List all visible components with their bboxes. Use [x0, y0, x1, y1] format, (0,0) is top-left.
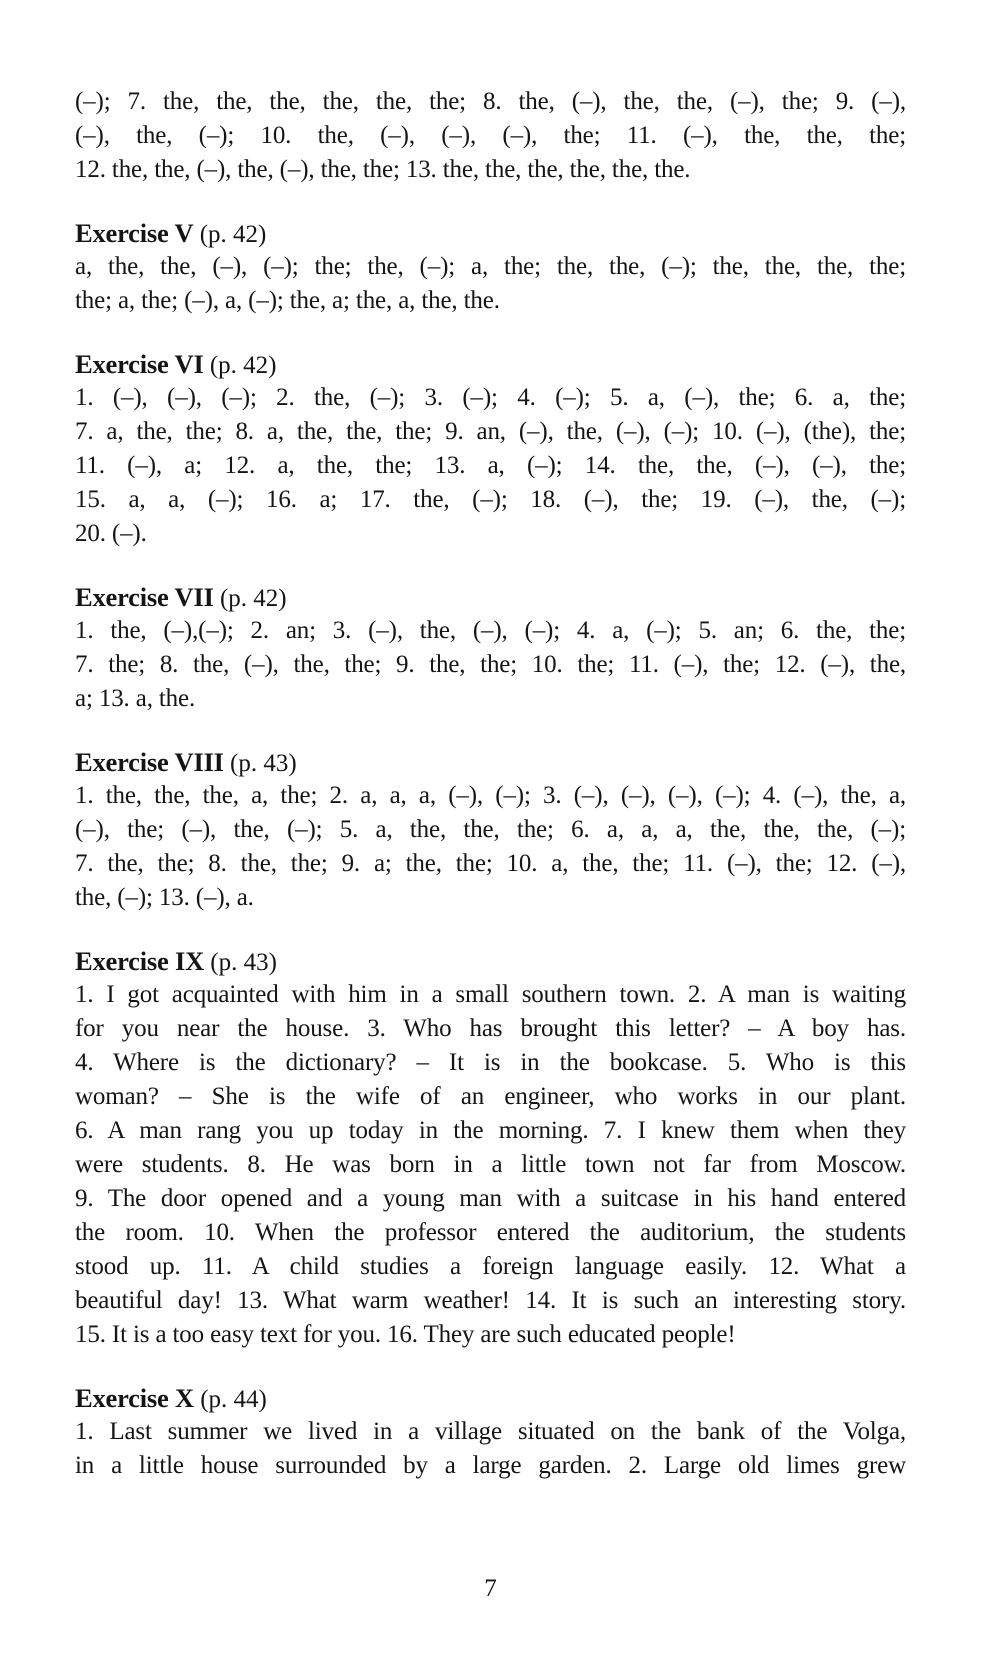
exercise-title: Exercise VIII — [75, 747, 224, 777]
exercise-heading — [75, 1381, 906, 1415]
exercise-page-ref: (p. 43) — [230, 750, 297, 777]
answer-line: for you near the house. 3. Who has brought this letter? – A boy has. — [75, 1015, 906, 1042]
exercise-heading — [75, 944, 906, 978]
answer-line: 6. A man rang you up today in the morning. 7. I knew them when they — [75, 1117, 906, 1144]
exercise-title: Exercise VI — [75, 349, 204, 379]
answer-line: 12. the, the, (–), the, (–), the, the; 13. the, the, the, the, the, the. — [75, 156, 691, 183]
answer-line: 20. (–). — [75, 520, 147, 547]
exercise-title: Exercise X — [75, 1383, 194, 1413]
answer-line: a; 13. a, the. — [75, 685, 196, 712]
answer-key-content — [75, 85, 906, 1483]
exercise-page-ref: (p. 42) — [199, 221, 267, 248]
exercise-page-ref: (p. 42) — [219, 585, 287, 612]
answer-line: a, the, the, (–), (–); the; the, (–); a, the; the, the, (–); the, the, the, the; — [75, 253, 906, 280]
exercise-section — [75, 745, 906, 915]
answer-line: were students. 8. He was born in a little town not far from Moscow. — [75, 1151, 906, 1178]
answer-line: the, (–); 13. (–), a. — [75, 884, 254, 911]
exercise-page-ref: (p. 42) — [209, 352, 277, 379]
answer-line: 9. The door opened and a young man with a suitcase in his hand entered — [75, 1185, 906, 1212]
answer-line: 7. a, the, the; 8. a, the, the, the; 9. an, (–), the, (–), (–); 10. (–), (the), the; — [75, 418, 906, 445]
answer-line: 1. Last summer we lived in a village situated on the bank of the Volga, — [75, 1418, 906, 1445]
exercise-section — [75, 1381, 906, 1483]
exercise-heading — [75, 216, 906, 250]
exercise-title: Exercise VII — [75, 582, 214, 612]
answer-line: 1. the, (–),(–); 2. an; 3. (–), the, (–), (–); 4. a, (–); 5. an; 6. the, the; — [75, 617, 906, 644]
answer-line: 1. (–), (–), (–); 2. the, (–); 3. (–); 4. (–); 5. a, (–), the; 6. a, the; — [75, 384, 906, 411]
answer-line: (–), the, (–); 10. the, (–), (–), (–), the; 11. (–), the, the, the; — [75, 122, 906, 149]
answer-line: 15. a, a, (–); 16. a; 17. the, (–); 18. (–), the; 19. (–), the, (–); — [75, 486, 906, 513]
exercise-section — [75, 347, 906, 551]
exercise-title: Exercise V — [75, 218, 194, 248]
answer-line: stood up. 11. A child studies a foreign language easily. 12. What a — [75, 1253, 906, 1280]
exercise-section — [75, 580, 906, 716]
exercise-section — [75, 216, 906, 318]
answer-line: (–), the; (–), the, (–); 5. a, the, the, the; 6. a, a, a, the, the, the, (–); — [75, 816, 906, 843]
answer-line: the; a, the; (–), a, (–); the, a; the, a, the, the. — [75, 287, 500, 314]
answer-line: 1. the, the, the, a, the; 2. a, a, a, (–), (–); 3. (–), (–), (–), (–); 4. (–), the, a, — [75, 782, 906, 809]
exercise-section — [75, 944, 906, 1352]
answer-line: 11. (–), a; 12. a, the, the; 13. a, (–); 14. the, the, (–), (–), the; — [75, 452, 906, 479]
answer-line: 7. the; 8. the, (–), the, the; 9. the, the; 10. the; 11. (–), the; 12. (–), the, — [75, 651, 906, 678]
exercise-page-ref: (p. 44) — [200, 1386, 267, 1413]
answer-line: the room. 10. When the professor entered the auditorium, the students — [75, 1219, 906, 1246]
exercise-heading — [75, 347, 906, 381]
answer-line: 15. It is a too easy text for you. 16. They are such educated people! — [75, 1321, 736, 1348]
answer-line: (–); 7. the, the, the, the, the, the; 8. the, (–), the, the, (–), the; 9. (–), — [75, 88, 906, 115]
exercise-heading — [75, 745, 906, 779]
answer-line: beautiful day! 13. What warm weather! 14. It is such an interesting story. — [75, 1287, 906, 1314]
exercise-title: Exercise IX — [75, 946, 205, 976]
exercise-heading — [75, 580, 906, 614]
answer-line: woman? – She is the wife of an engineer, who works in our plant. — [75, 1083, 906, 1110]
page-number: 7 — [484, 1575, 497, 1602]
answer-line: 1. I got acquainted with him in a small southern town. 2. A man is waiting — [75, 981, 906, 1008]
exercise-page-ref: (p. 43) — [210, 949, 277, 976]
answer-line: 7. the, the; 8. the, the; 9. a; the, the; 10. a, the, the; 11. (–), the; 12. (–), — [75, 850, 906, 877]
answer-line: in a little house surrounded by a large garden. 2. Large old limes grew — [75, 1452, 906, 1479]
exercise-section — [75, 85, 906, 187]
answer-line: 4. Where is the dictionary? – It is in the bookcase. 5. Who is this — [75, 1049, 906, 1076]
